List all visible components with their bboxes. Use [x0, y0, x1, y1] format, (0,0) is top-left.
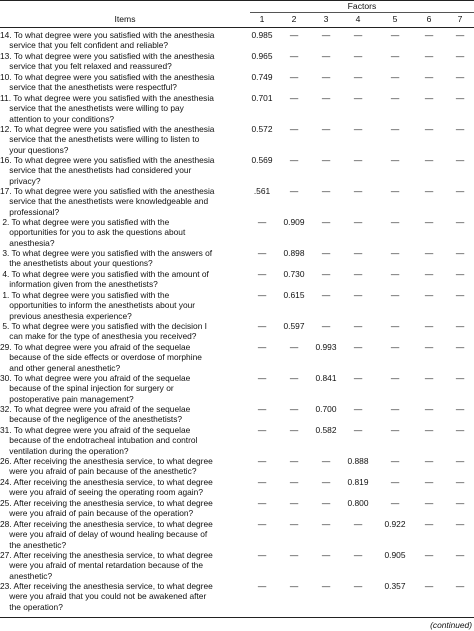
table-row — [0, 93, 474, 124]
item-line: service that the anesthetists had considered your — [0, 165, 192, 176]
item-line: 3. To what degree were you satisfied with the answers of — [0, 248, 213, 258]
factor-3-cell: — — [321, 550, 331, 560]
factor-1-cell: — — [257, 404, 267, 414]
item-line: 25. After receiving the anesthesia service, to what degree — [0, 498, 213, 508]
factor-5-cell: — — [390, 269, 400, 279]
item-text — [0, 248, 248, 269]
factor-3-cell: — — [321, 477, 331, 487]
factor-6-cell: — — [424, 30, 434, 40]
factor-4-cell: — — [353, 581, 363, 591]
factor-3-cell: — — [321, 498, 331, 508]
factor-number-6: 6 — [426, 14, 432, 24]
item-line: the operation? — [0, 601, 63, 612]
factor-5-cell: — — [390, 456, 400, 466]
factor-4-cell: 0.819 — [347, 477, 369, 487]
item-line: service that the anesthetists were willing to listen to — [0, 134, 200, 145]
items-header: Items — [114, 14, 136, 24]
factor-6-cell: — — [424, 581, 434, 591]
item-line: can make for the type of anesthesia you received? — [0, 331, 197, 342]
item-line: 2. To what degree were you satisfied with the — [0, 217, 170, 227]
factor-6-cell: — — [424, 321, 434, 331]
item-line: because of the negligence of the anesthetists? — [0, 414, 183, 425]
table-row — [0, 124, 474, 155]
factor-5-cell: — — [390, 321, 400, 331]
factor-number-2: 2 — [291, 14, 297, 24]
factor-4-cell: — — [353, 425, 363, 435]
item-text — [0, 425, 248, 456]
factor-5-cell: — — [390, 498, 400, 508]
item-line: were you afraid that you could not be awakened after — [0, 591, 207, 602]
factor-2-cell: — — [289, 124, 299, 134]
factor-4-cell: — — [353, 124, 363, 134]
factor-6-cell: — — [424, 186, 434, 196]
factor-2-cell: — — [289, 186, 299, 196]
factor-4-cell: — — [353, 72, 363, 82]
item-line: previous anesthesia experience? — [0, 310, 132, 321]
factor-2-cell: — — [289, 425, 299, 435]
factor-4-cell: — — [353, 51, 363, 61]
factor-number-5: 5 — [392, 14, 398, 24]
factor-2-cell: — — [289, 456, 299, 466]
factor-1-cell: — — [257, 498, 267, 508]
factor-5-cell: — — [390, 290, 400, 300]
factor-6-cell: — — [424, 342, 434, 352]
factor-4-cell: — — [353, 217, 363, 227]
factor-7-cell: — — [455, 51, 465, 61]
item-line: 17. To what degree were you satisfied with the anesthesia — [0, 186, 215, 196]
table-row — [0, 519, 474, 550]
item-line: 16. To what degree were you satisfied with the anesthesia — [0, 155, 215, 165]
factors-rule — [250, 12, 474, 13]
item-line: 28. After receiving the anesthesia service, to what degree — [0, 519, 213, 529]
item-line: were you afraid of seeing the operating room again? — [0, 487, 203, 498]
factor-6-cell: — — [424, 72, 434, 82]
factor-6-cell: — — [424, 519, 434, 529]
factor-3-cell: — — [321, 30, 331, 40]
table-row — [0, 498, 474, 519]
table-row — [0, 290, 474, 321]
factor-7-cell: — — [455, 93, 465, 103]
factor-6-cell: — — [424, 217, 434, 227]
item-line: privacy? — [0, 175, 41, 186]
factor-5-cell: — — [390, 93, 400, 103]
factor-number-7: 7 — [457, 14, 463, 24]
factor-3-cell: 0.700 — [315, 404, 337, 414]
item-line: service that the anesthetists were respectful? — [0, 82, 177, 93]
factor-6-cell: — — [424, 93, 434, 103]
factor-5-cell: — — [390, 342, 400, 352]
factor-6-cell: — — [424, 124, 434, 134]
item-line: 26. After receiving the anesthesia service, to what degree — [0, 456, 213, 466]
item-line: 31. To what degree were you afraid of the sequelae — [0, 425, 191, 435]
item-text — [0, 321, 248, 342]
table-row — [0, 373, 474, 404]
factor-2-cell: — — [289, 581, 299, 591]
factor-6-cell: — — [424, 456, 434, 466]
factor-4-cell: — — [353, 30, 363, 40]
item-line: opportunities to inform the anesthetists about your — [0, 300, 196, 311]
factor-number-4: 4 — [355, 14, 361, 24]
item-text — [0, 498, 248, 519]
table-row — [0, 269, 474, 290]
item-text — [0, 186, 248, 217]
factor-7-cell: — — [455, 519, 465, 529]
item-text — [0, 477, 248, 498]
table-row — [0, 321, 474, 342]
item-line: 27. After receiving the anesthesia service, to what degree — [0, 550, 213, 560]
factor-1-cell: — — [257, 290, 267, 300]
factor-5-cell: — — [390, 72, 400, 82]
factor-5-cell: — — [390, 248, 400, 258]
factor-1-cell: — — [257, 550, 267, 560]
item-line: 12. To what degree were you satisfied with the anesthesia — [0, 124, 215, 134]
item-line: were you afraid of mental retardation because of the — [0, 560, 203, 571]
table-row — [0, 72, 474, 93]
factor-2-cell: — — [289, 93, 299, 103]
factor-2-cell: 0.909 — [283, 217, 305, 227]
factor-5-cell: — — [390, 186, 400, 196]
item-text — [0, 342, 248, 373]
item-text — [0, 93, 248, 124]
factor-7-cell: — — [455, 217, 465, 227]
item-text — [0, 290, 248, 321]
factor-7-cell: — — [455, 269, 465, 279]
item-line: 4. To what degree were you satisfied with the amount of — [0, 269, 209, 279]
item-line: 30. To what degree were you afraid of the sequelae — [0, 373, 191, 383]
factor-2-cell: — — [289, 404, 299, 414]
table-row — [0, 581, 474, 612]
factor-1-cell: — — [257, 248, 267, 258]
factor-5-cell: 0.357 — [384, 581, 406, 591]
factor-3-cell: — — [321, 217, 331, 227]
factor-4-cell: — — [353, 404, 363, 414]
factor-3-cell: — — [321, 519, 331, 529]
item-line: postoperative pain management? — [0, 393, 134, 404]
table-row — [0, 456, 474, 477]
factor-4-cell: — — [353, 155, 363, 165]
factor-7-cell: — — [455, 425, 465, 435]
item-line: and other general anesthetic? — [0, 362, 121, 373]
item-text — [0, 72, 248, 93]
factor-5-cell: — — [390, 124, 400, 134]
item-text — [0, 373, 248, 404]
factor-5-cell: — — [390, 155, 400, 165]
factor-3-cell: 0.841 — [315, 373, 337, 383]
factor-1-cell: 0.572 — [251, 124, 273, 134]
factor-3-cell: — — [321, 290, 331, 300]
factor-4-cell: — — [353, 519, 363, 529]
item-line: anesthetic? — [0, 570, 53, 581]
item-line: 14. To what degree were you satisfied with the anesthesia — [0, 30, 215, 40]
factor-7-cell: — — [455, 456, 465, 466]
item-line: service that you felt confident and reliable? — [0, 40, 169, 51]
factor-1-cell: — — [257, 321, 267, 331]
factor-2-cell: — — [289, 550, 299, 560]
factor-6-cell: — — [424, 269, 434, 279]
item-line: professional? — [0, 206, 60, 217]
item-text — [0, 124, 248, 155]
factor-3-cell: — — [321, 51, 331, 61]
factor-number-1: 1 — [259, 14, 265, 24]
factor-4-cell: — — [353, 248, 363, 258]
factor-7-cell: — — [455, 155, 465, 165]
item-text — [0, 519, 248, 550]
item-line: service that the anesthetists were knowledgeable and — [0, 196, 209, 207]
factor-4-cell: — — [353, 373, 363, 383]
factor-6-cell: — — [424, 155, 434, 165]
factor-7-cell: — — [455, 321, 465, 331]
factor-2-cell: 0.730 — [283, 269, 305, 279]
factor-7-cell: — — [455, 550, 465, 560]
factor-1-cell: — — [257, 519, 267, 529]
factor-2-cell: — — [289, 519, 299, 529]
factor-6-cell: — — [424, 425, 434, 435]
item-line: 10. To what degree were you satisfied with the anesthesia — [0, 72, 215, 82]
factor-6-cell: — — [424, 477, 434, 487]
factor-2-cell: — — [289, 498, 299, 508]
factor-7-cell: — — [455, 581, 465, 591]
factor-3-cell: — — [321, 581, 331, 591]
factor-7-cell: — — [455, 290, 465, 300]
item-text — [0, 51, 248, 72]
factor-1-cell: — — [257, 581, 267, 591]
factor-5-cell: — — [390, 477, 400, 487]
factor-1-cell: — — [257, 456, 267, 466]
factor-3-cell: — — [321, 124, 331, 134]
table-row — [0, 155, 474, 186]
table-row — [0, 342, 474, 373]
factor-number-3: 3 — [323, 14, 329, 24]
factor-5-cell: — — [390, 51, 400, 61]
item-line: were you afraid of delay of wound healing because of — [0, 529, 208, 540]
factor-2-cell: — — [289, 30, 299, 40]
factor-2-cell: — — [289, 51, 299, 61]
item-line: 1. To what degree were you satisfied with the — [0, 290, 170, 300]
factor-2-cell: 0.615 — [283, 290, 305, 300]
factor-7-cell: — — [455, 477, 465, 487]
item-text — [0, 155, 248, 186]
item-line: attention to your conditions? — [0, 113, 115, 124]
factor-5-cell: 0.905 — [384, 550, 406, 560]
factor-3-cell: 0.582 — [315, 425, 337, 435]
factor-2-cell: — — [289, 72, 299, 82]
factor-7-cell: — — [455, 186, 465, 196]
factor-1-cell: — — [257, 425, 267, 435]
item-line: 29. To what degree were you afraid of the sequelae — [0, 342, 191, 352]
item-line: opportunities for you to ask the questions about — [0, 227, 186, 238]
table-row — [0, 404, 474, 425]
factor-1-cell: 0.569 — [251, 155, 273, 165]
factor-1-cell: — — [257, 269, 267, 279]
factor-1-cell: 0.985 — [251, 30, 273, 40]
item-text — [0, 456, 248, 477]
continued-note: (continued) — [430, 620, 472, 630]
item-text — [0, 217, 248, 248]
factor-7-cell: — — [455, 498, 465, 508]
item-line: were you afraid of pain because of the operation? — [0, 508, 194, 519]
item-line: the anesthetists about your questions? — [0, 258, 153, 269]
factor-2-cell: — — [289, 477, 299, 487]
factor-6-cell: — — [424, 373, 434, 383]
factor-5-cell: — — [390, 373, 400, 383]
item-line: were you afraid of pain because of the anesthetic? — [0, 466, 197, 477]
factor-5-cell: — — [390, 217, 400, 227]
factor-4-cell: 0.888 — [347, 456, 369, 466]
table-row — [0, 186, 474, 217]
factor-3-cell: — — [321, 186, 331, 196]
factor-6-cell: — — [424, 404, 434, 414]
table-row — [0, 425, 474, 456]
item-line: because of the side effects or overdose of morphine — [0, 352, 202, 363]
table-row — [0, 248, 474, 269]
factor-5-cell: — — [390, 425, 400, 435]
item-line: because of the spinal injection for surgery or — [0, 383, 174, 394]
table-row — [0, 550, 474, 581]
item-line: because of the endotracheal intubation and control — [0, 435, 198, 446]
item-text — [0, 581, 248, 612]
factor-6-cell: — — [424, 498, 434, 508]
item-text — [0, 404, 248, 425]
factor-2-cell: 0.898 — [283, 248, 305, 258]
table-row — [0, 217, 474, 248]
factor-7-cell: — — [455, 72, 465, 82]
factor-1-cell: — — [257, 217, 267, 227]
factor-4-cell: — — [353, 342, 363, 352]
factor-4-cell: — — [353, 269, 363, 279]
table-row — [0, 477, 474, 498]
table-row — [0, 51, 474, 72]
factor-3-cell: — — [321, 269, 331, 279]
item-line: 23. After receiving the anesthesia service, to what degree — [0, 581, 213, 591]
factors-header: Factors — [347, 1, 377, 11]
factor-1-cell: 0.749 — [251, 72, 273, 82]
factor-2-cell: 0.597 — [283, 321, 305, 331]
factor-1-cell: — — [257, 477, 267, 487]
item-line: your questions? — [0, 144, 69, 155]
factor-1-cell: — — [257, 373, 267, 383]
factor-4-cell: — — [353, 550, 363, 560]
header-rule — [0, 27, 474, 28]
factor-7-cell: — — [455, 373, 465, 383]
item-line: 32. To what degree were you afraid of the sequelae — [0, 404, 191, 414]
factor-2-cell: — — [289, 373, 299, 383]
factor-6-cell: — — [424, 248, 434, 258]
table-row — [0, 30, 474, 51]
factor-5-cell: — — [390, 404, 400, 414]
bottom-rule — [0, 617, 474, 618]
factor-6-cell: — — [424, 290, 434, 300]
factor-7-cell: — — [455, 342, 465, 352]
item-line: information given from the anesthetists? — [0, 279, 158, 290]
factor-3-cell: — — [321, 72, 331, 82]
factor-6-cell: — — [424, 51, 434, 61]
item-text — [0, 550, 248, 581]
item-line: 5. To what degree were you satisfied with the decision I — [0, 321, 208, 331]
item-line: service that you felt relaxed and reassured? — [0, 61, 172, 72]
factor-7-cell: — — [455, 124, 465, 134]
item-text — [0, 269, 248, 290]
factor-1-cell: 0.965 — [251, 51, 273, 61]
item-text — [0, 30, 248, 51]
factor-7-cell: — — [455, 30, 465, 40]
item-line: 24. After receiving the anesthesia service, to what degree — [0, 477, 213, 487]
factor-3-cell: — — [321, 456, 331, 466]
factor-4-cell: — — [353, 290, 363, 300]
factor-3-cell: — — [321, 248, 331, 258]
item-line: the anesthetic? — [0, 539, 67, 550]
item-line: 11. To what degree were you satisfied with the anesthesia — [0, 93, 214, 103]
factor-6-cell: — — [424, 550, 434, 560]
factor-7-cell: — — [455, 248, 465, 258]
item-line: service that the anesthetists were willing to pay — [0, 103, 184, 114]
factor-5-cell: 0.922 — [384, 519, 406, 529]
factor-4-cell: — — [353, 93, 363, 103]
factor-1-cell: — — [257, 342, 267, 352]
factor-1-cell: .561 — [253, 186, 271, 196]
factor-3-cell: — — [321, 155, 331, 165]
factor-4-cell: — — [353, 186, 363, 196]
item-line: 13. To what degree were you satisfied with the anesthesia — [0, 51, 215, 61]
factor-3-cell: — — [321, 321, 331, 331]
factor-4-cell: — — [353, 321, 363, 331]
factor-2-cell: — — [289, 342, 299, 352]
factor-2-cell: — — [289, 155, 299, 165]
factor-7-cell: — — [455, 404, 465, 414]
factor-4-cell: 0.800 — [347, 498, 369, 508]
factor-3-cell: — — [321, 93, 331, 103]
item-line: ventilation during the operation? — [0, 445, 129, 456]
factor-1-cell: 0.701 — [251, 93, 273, 103]
factor-3-cell: 0.993 — [315, 342, 337, 352]
item-line: anesthesia? — [0, 237, 55, 248]
factor-5-cell: — — [390, 30, 400, 40]
